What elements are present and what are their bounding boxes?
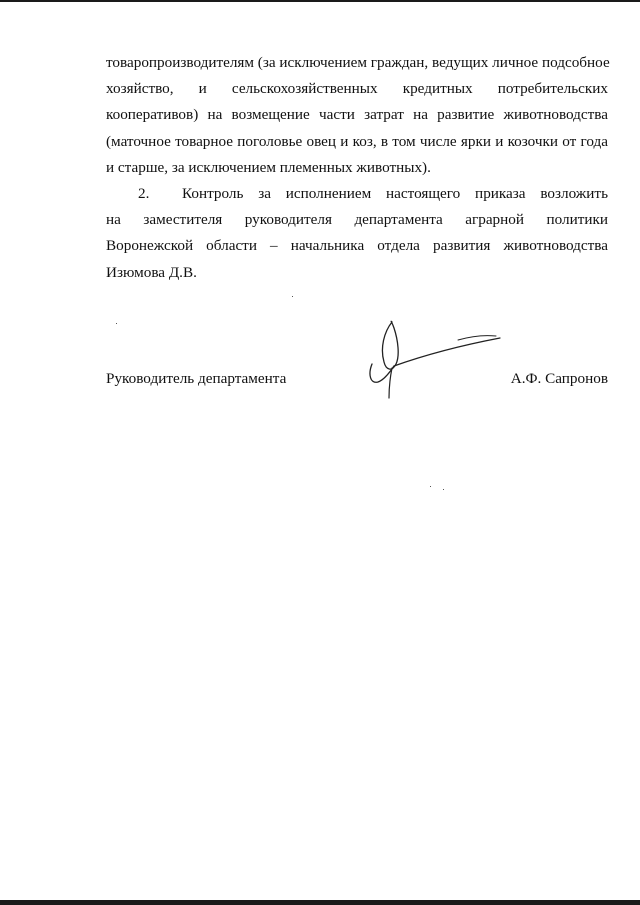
item-2-line-4: Изюмова Д.В. (106, 263, 197, 281)
paragraph-1-line-2: хозяйство, и сельскохозяйственных кредитных потребительских (106, 80, 608, 98)
item-2-line-3: Воронежской области – начальника отдела развития животноводства (106, 237, 608, 255)
scan-speck (292, 296, 293, 297)
paragraph-1-line-3: кооперативов) на возмещение части затрат на развитие животноводства (106, 106, 608, 124)
document-body (106, 50, 608, 286)
signature-block (106, 369, 608, 393)
item-2-line-2: на заместителя руководителя департамента аграрной политики (106, 211, 608, 229)
item-2-paragraph (106, 181, 608, 286)
item-2-number: 2. (138, 185, 150, 203)
signatory-name: А.Ф. Сапронов (510, 370, 608, 387)
item-2-line-1-wrapper (106, 181, 608, 207)
scan-speck (430, 486, 431, 487)
scan-speck (443, 489, 444, 490)
scan-edge-bottom (0, 900, 640, 905)
scan-speck (116, 323, 117, 324)
paragraph-1-line-1: товаропроизводителям (за исключением граждан, ведущих личное подсобное (106, 54, 610, 71)
paragraph-1-line-4: (маточное товарное поголовье овец и коз, в том числе ярки и козочки от года (106, 132, 608, 150)
scan-edge-top (0, 0, 640, 2)
handwritten-signature (362, 318, 502, 400)
signatory-title: Руководитель департамента (106, 370, 287, 387)
paragraph-1-line-5: и старше, за исключением племенных животных). (106, 158, 431, 176)
item-2-line-1: Контроль за исполнением настоящего приказа возложить (182, 185, 608, 203)
paragraph-1 (106, 50, 608, 181)
